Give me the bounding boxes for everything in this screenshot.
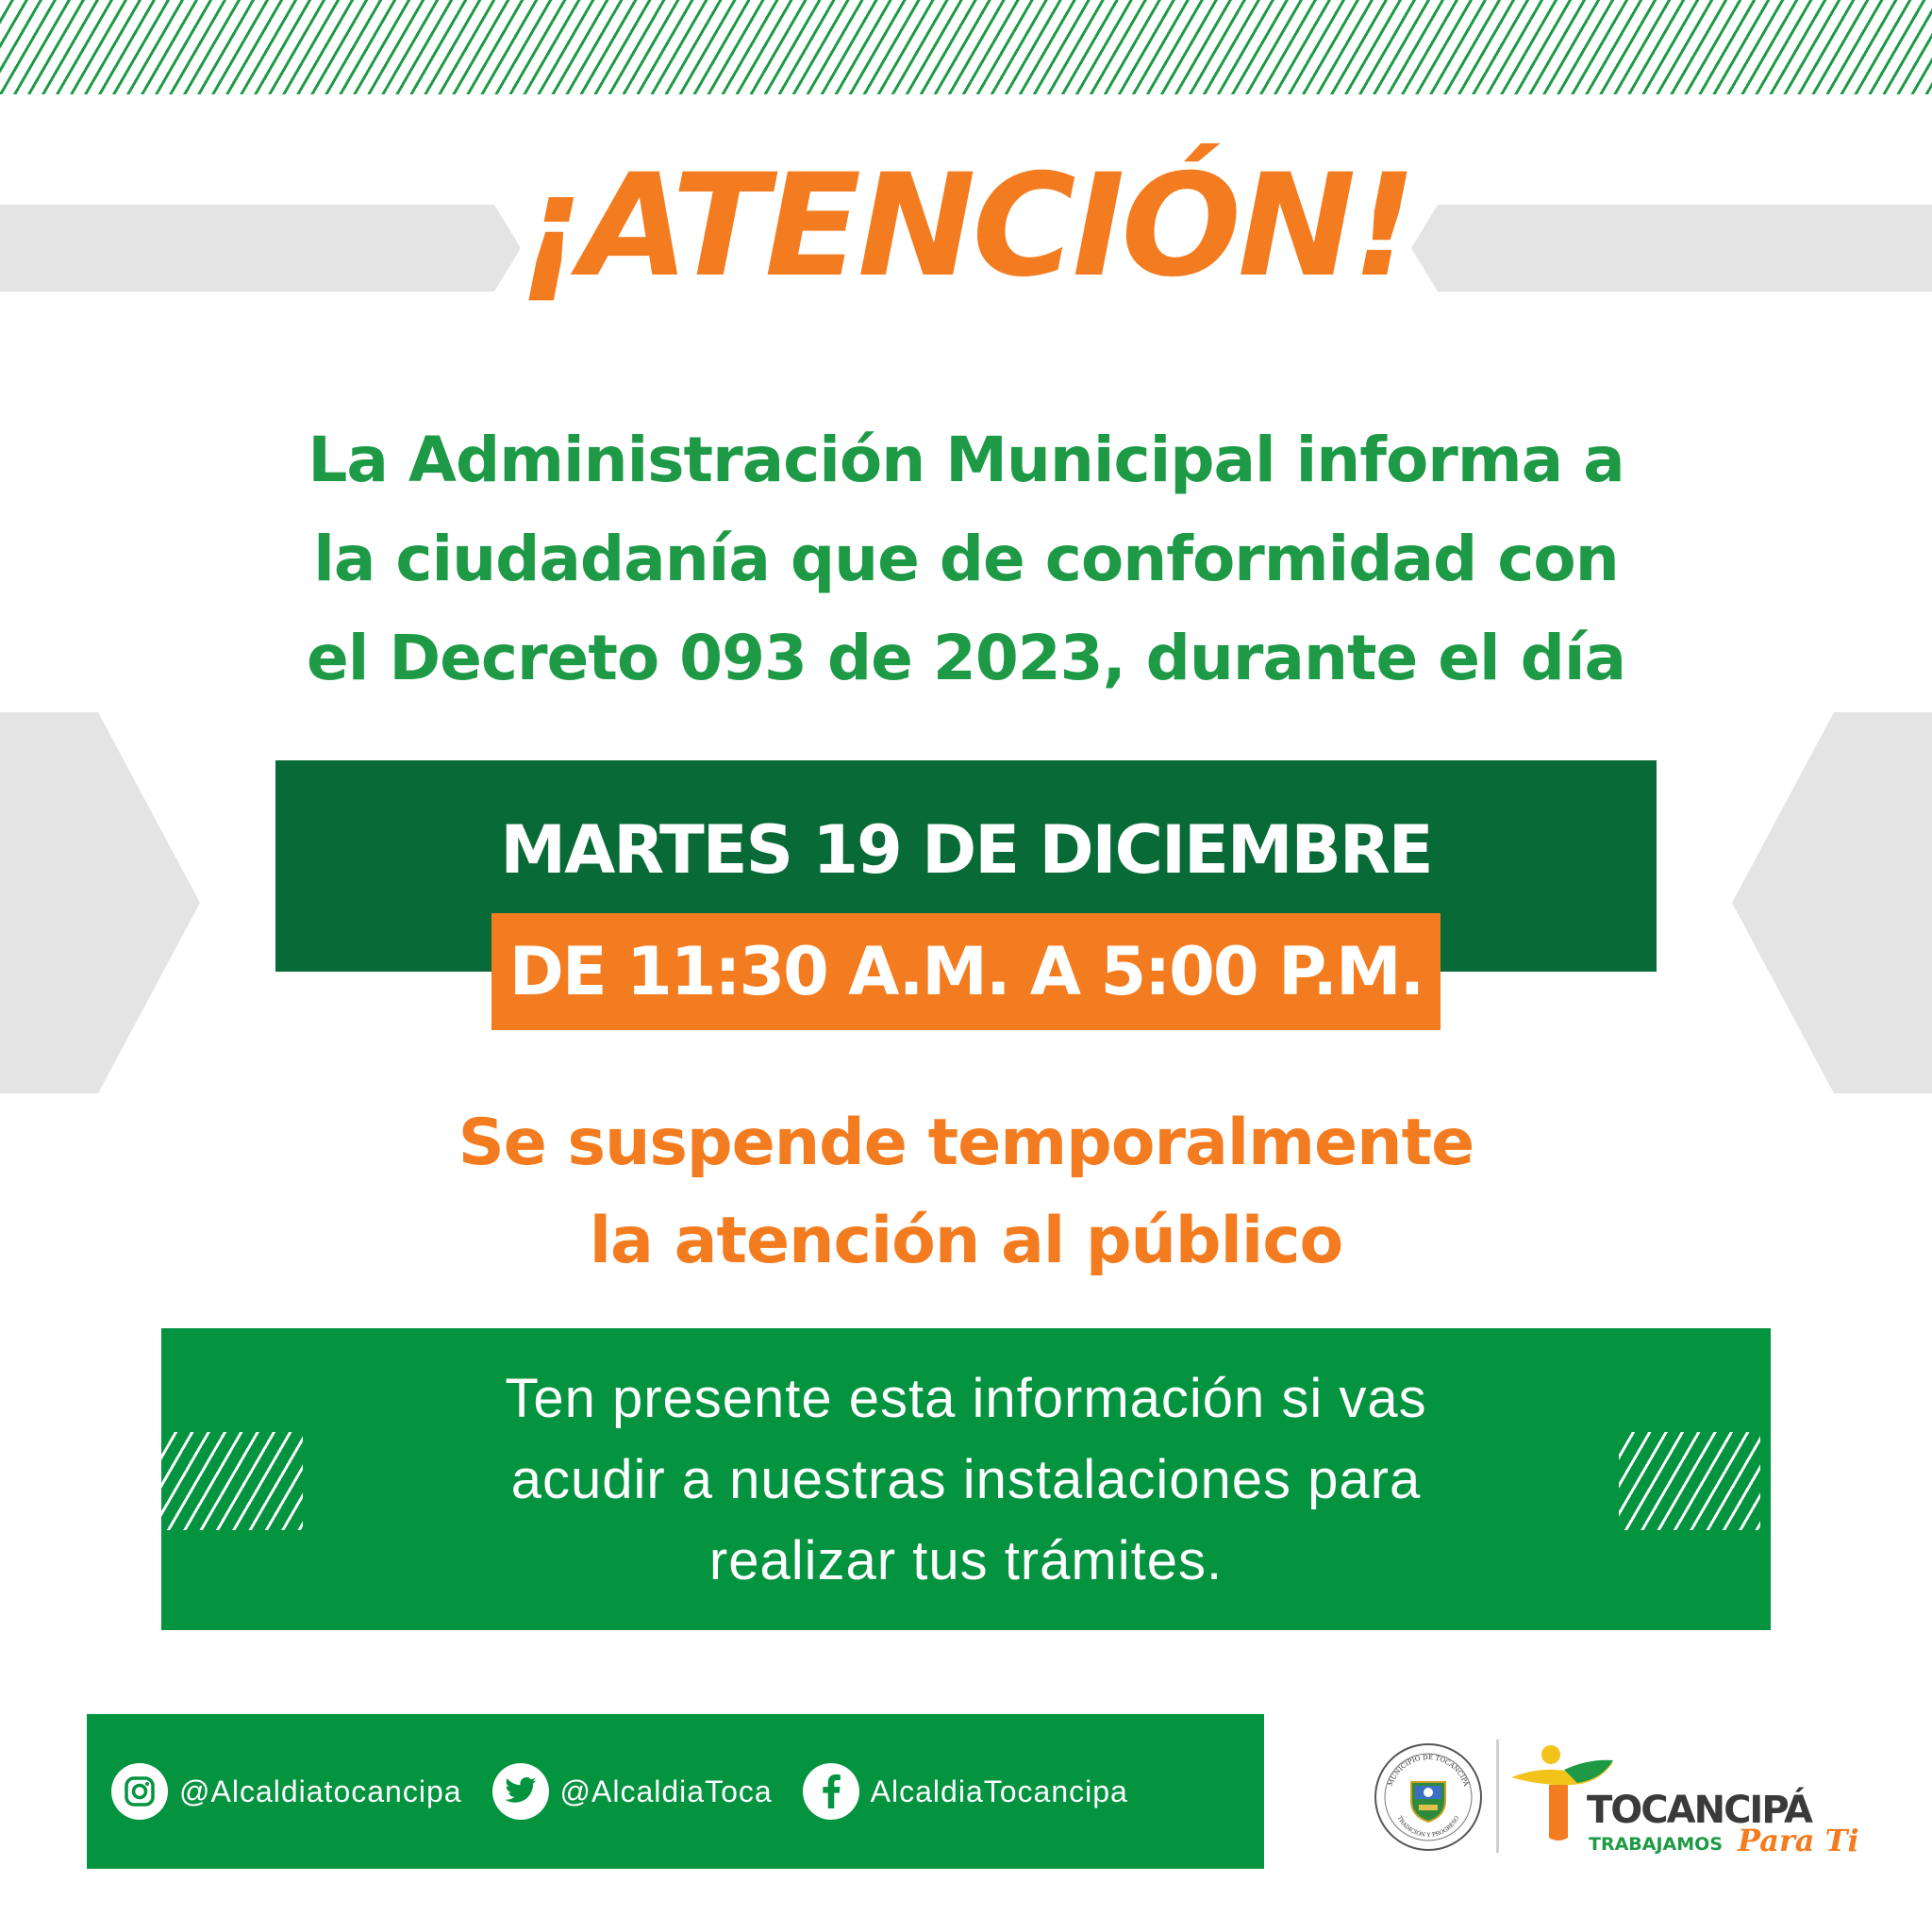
twitter-icon bbox=[492, 1763, 549, 1820]
instagram-handle: @Alcaldiatocancipa bbox=[179, 1774, 462, 1808]
brand-name: TOCANCIPÁ bbox=[1587, 1789, 1811, 1832]
notice-line: la atención al público bbox=[589, 1204, 1343, 1278]
intro-paragraph bbox=[274, 410, 1658, 708]
social-instagram[interactable] bbox=[111, 1763, 462, 1820]
social-bar bbox=[87, 1714, 1264, 1869]
top-stripe-band bbox=[0, 0, 1932, 94]
notice-line: Se suspende temporalmente bbox=[458, 1106, 1474, 1180]
logo-divider bbox=[1496, 1740, 1499, 1853]
twitter-handle: @AlcaldiaToca bbox=[559, 1774, 773, 1808]
info-line: Ten presente esta información si vas bbox=[505, 1368, 1427, 1429]
svg-text:TRADICIÓN Y PROGRESO: TRADICIÓN Y PROGRESO bbox=[1395, 1814, 1461, 1840]
suspension-notice bbox=[274, 1094, 1658, 1291]
info-paragraph bbox=[161, 1358, 1771, 1602]
instagram-icon bbox=[111, 1763, 168, 1820]
intro-line: la ciudadanía que de conformidad con bbox=[313, 523, 1619, 595]
brand-slogan: TRABAJAMOS bbox=[1589, 1834, 1723, 1855]
info-line: acudir a nuestras instalaciones para bbox=[510, 1449, 1422, 1510]
intro-line: La Administración Municipal informa a bbox=[308, 424, 1624, 496]
date-label: MARTES 19 DE DICIEMBRE bbox=[500, 811, 1432, 889]
brand-slogan-script: Para Ti bbox=[1738, 1823, 1859, 1858]
facebook-handle: AlcaldiaTocancipa bbox=[870, 1774, 1128, 1808]
time-banner bbox=[491, 913, 1441, 1030]
time-label: DE 11:30 A.M. A 5:00 P.M. bbox=[508, 933, 1424, 1010]
page-title: ¡ATENCIÓN! bbox=[519, 144, 1413, 308]
facebook-icon bbox=[803, 1763, 859, 1820]
social-facebook[interactable] bbox=[803, 1763, 1128, 1820]
svg-text:MUNICIPIO DE TOCANCIPÁ: MUNICIPIO DE TOCANCIPÁ bbox=[1386, 1753, 1471, 1788]
municipal-seal bbox=[1374, 1742, 1483, 1852]
intro-line: el Decreto 093 de 2023, durante el día bbox=[306, 622, 1626, 694]
social-twitter[interactable] bbox=[492, 1763, 773, 1820]
decor-chevron-left bbox=[0, 712, 200, 1093]
decor-chevron-right bbox=[1732, 712, 1932, 1093]
info-line: realizar tus trámites. bbox=[708, 1530, 1224, 1591]
